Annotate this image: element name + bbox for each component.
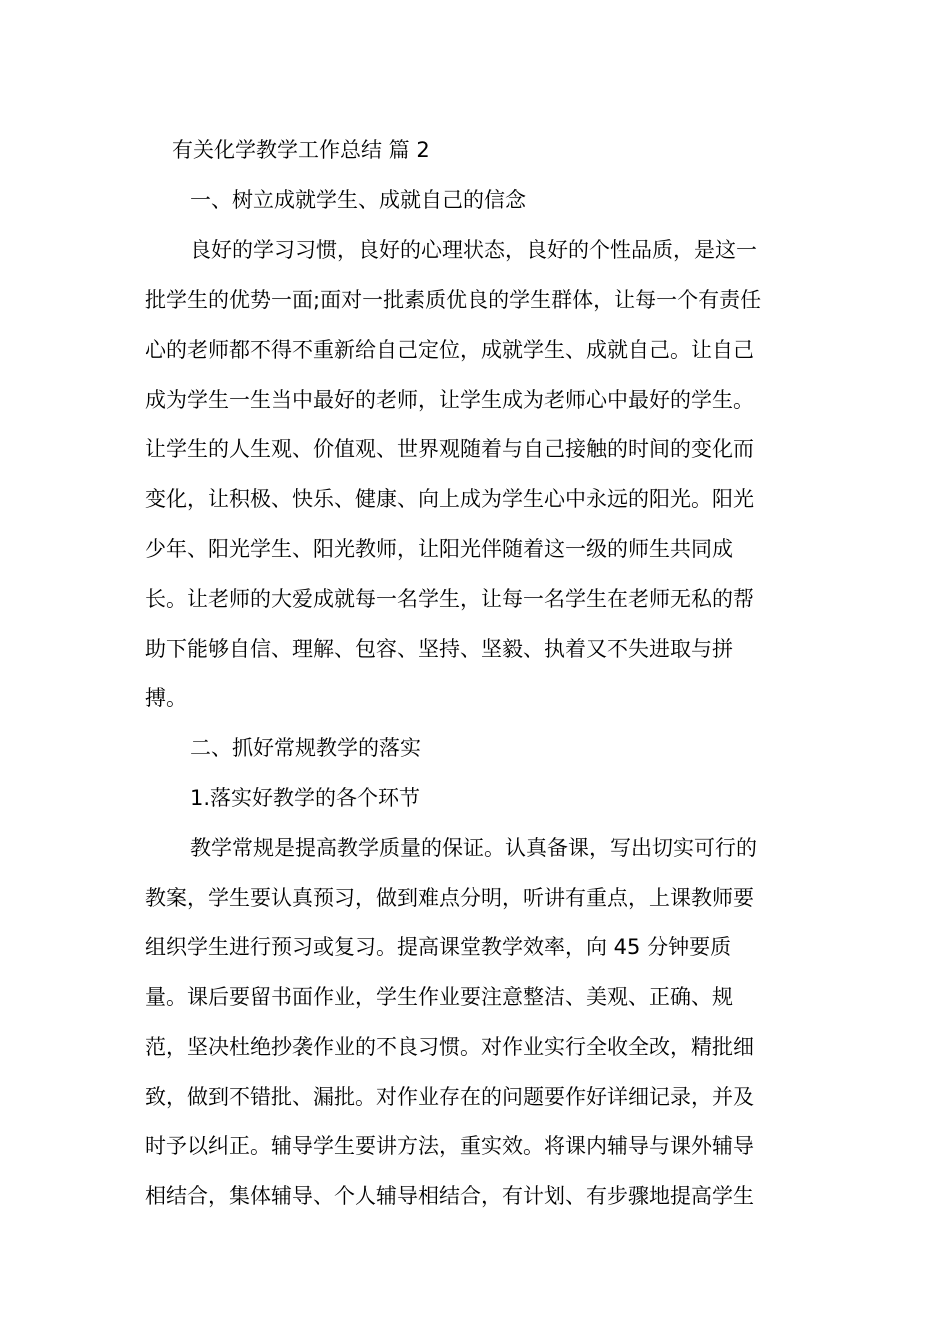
paragraph-line: 让学生的人生观、价值观、世界观随着与自己接触的时间的变化而	[145, 437, 754, 461]
paragraph-line: 组织学生进行预习或复习。提高课堂教学效率，向 45 分钟要质	[145, 935, 732, 959]
paragraph-line: 搏。	[145, 686, 187, 710]
paragraph-line: 量。课后要留书面作业，学生作业要注意整洁、美观、正确、规	[145, 985, 733, 1009]
paragraph-line: 相结合，集体辅导、个人辅导相结合，有计划、有步骤地提高学生	[145, 1184, 754, 1208]
paragraph-line: 良好的学习习惯，良好的心理状态，良好的个性品质，是这一	[190, 238, 757, 262]
paragraph-line: 助下能够自信、理解、包容、坚持、坚毅、执着又不失进取与拼	[145, 637, 733, 661]
paragraph-line: 批学生的优势一面;面对一批素质优良的学生群体，让每一个有责任	[145, 288, 762, 312]
paragraph-line: 范，坚决杜绝抄袭作业的不良习惯。对作业实行全收全改，精批细	[145, 1035, 754, 1059]
section-heading-1: 一、树立成就学生、成就自己的信念	[190, 188, 526, 212]
paragraph-line: 教学常规是提高教学质量的保证。认真备课，写出切实可行的	[190, 836, 757, 860]
paragraph-line: 变化，让积极、快乐、健康、向上成为学生心中永远的阳光。阳光	[145, 487, 754, 511]
section-heading-2: 二、抓好常规教学的落实	[190, 736, 421, 760]
document-title: 有关化学教学工作总结 篇 2	[172, 138, 430, 162]
subsection-heading: 1.落实好教学的各个环节	[190, 786, 421, 810]
paragraph-line: 致，做到不错批、漏批。对作业存在的问题要作好详细记录，并及	[145, 1085, 754, 1109]
paragraph-line: 时予以纠正。辅导学生要讲方法，重实效。将课内辅导与课外辅导	[145, 1134, 754, 1158]
paragraph-line: 成为学生一生当中最好的老师，让学生成为老师心中最好的学生。	[145, 388, 754, 412]
paragraph-line: 长。让老师的大爱成就每一名学生，让每一名学生在老师无私的帮	[145, 587, 754, 611]
paragraph-line: 教案，学生要认真预习，做到难点分明，听讲有重点，上课教师要	[145, 886, 754, 910]
paragraph-line: 少年、阳光学生、阳光教师，让阳光伴随着这一级的师生共同成	[145, 537, 733, 561]
paragraph-line: 心的老师都不得不重新给自己定位，成就学生、成就自己。让自己	[145, 338, 754, 362]
